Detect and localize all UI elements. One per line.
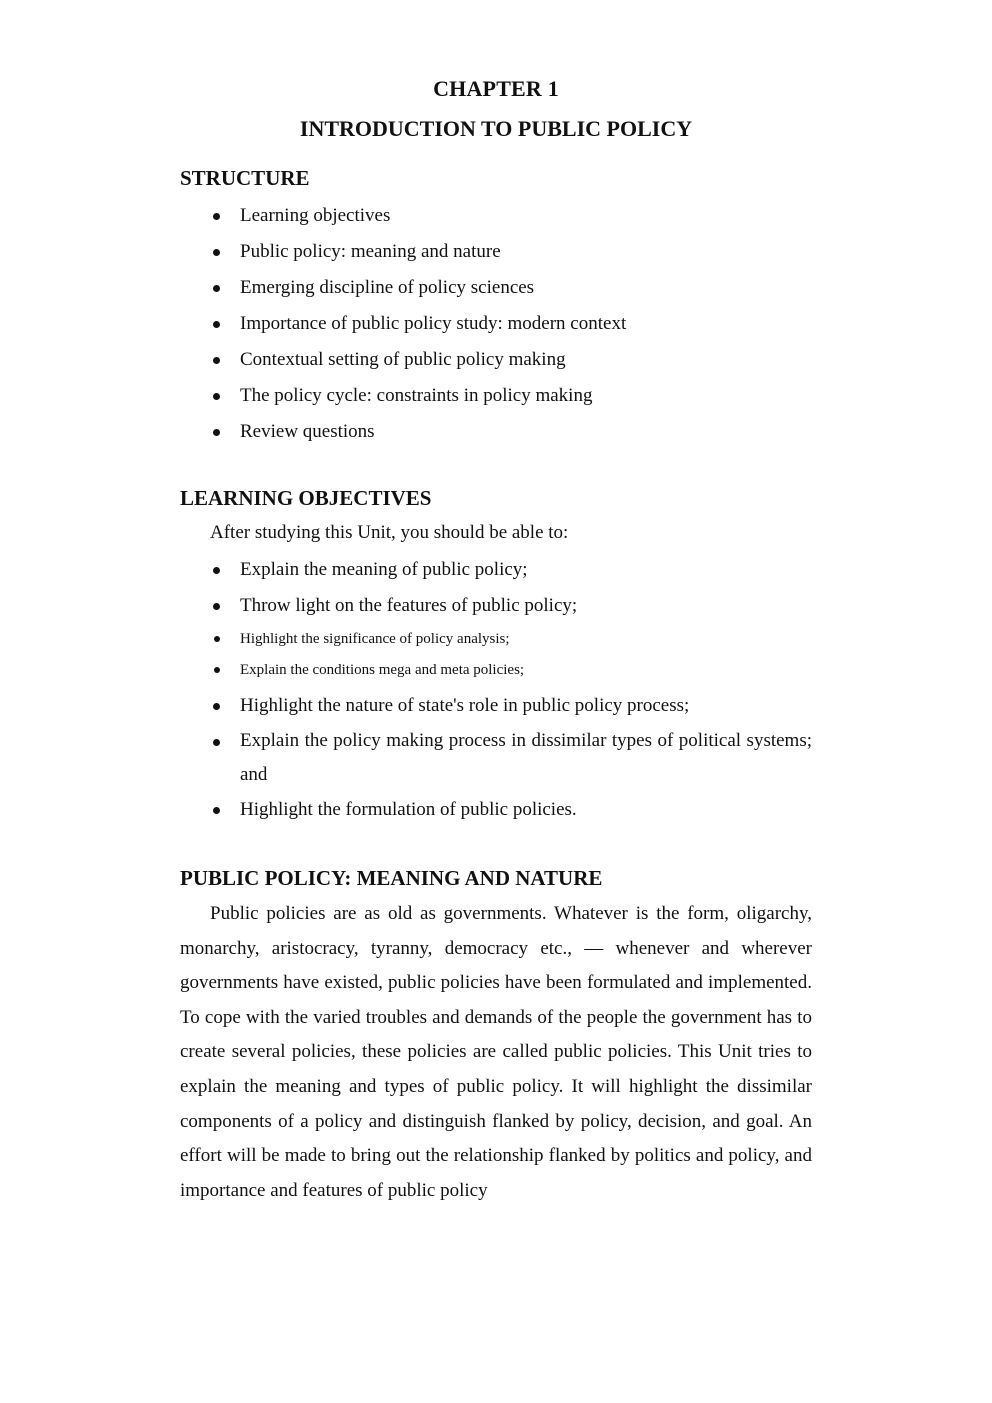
bullet-icon [213,429,220,436]
chapter-title: INTRODUCTION TO PUBLIC POLICY [299,116,693,141]
list-item: Highlight the nature of state's role in public policy process; [180,688,812,724]
bullet-icon [214,667,220,673]
bullet-icon [213,603,220,610]
list-item: Highlight the significance of policy analysis; [180,624,812,655]
bullet-icon [213,321,220,328]
bullet-icon [213,739,220,746]
chapter-label: CHAPTER 1 [433,76,559,101]
list-item: Importance of public policy study: modern context [180,306,812,342]
learning-objectives-intro: After studying this Unit, you should be able to: [210,522,569,543]
bullet-icon [214,636,220,642]
bullet-icon [213,393,220,400]
list-item: Public policy: meaning and nature [180,234,812,270]
list-item: The policy cycle: constraints in policy making [180,378,812,414]
bullet-icon [213,807,220,814]
list-item: Explain the conditions mega and meta policies; [180,655,812,686]
bullet-icon [213,285,220,292]
list-item: Explain the policy making process in dissimilar types of political systems; and [180,724,812,792]
list-item: Throw light on the features of public policy; [180,588,812,624]
structure-list [180,198,812,450]
bullet-icon [213,703,220,710]
body-paragraph: Public policies are as old as governments. Whatever is the form, oligarchy, monarchy, aristocracy, tyranny, democracy etc., — whenever and wherever governments have existed, public policies have been formulated and implemented. To cope with the varied troubles and demands of the people the government has to create several policies, these policies are called public policies. This Unit tries to explain the meaning and types of public policy. It will highlight the dissimilar components of a policy and distinguish flanked by policy, decision, and goal. An effort will be made to bring out the relationship flanked by politics and policy, and importance and features of public policy [180,903,812,1201]
list-item: Contextual setting of public policy making [180,342,812,378]
list-item: Review questions [180,414,812,450]
learning-objectives-list [180,552,812,828]
list-item: Learning objectives [180,198,812,234]
bullet-icon [213,567,220,574]
structure-heading: STRUCTURE [180,166,310,190]
bullet-icon [213,249,220,256]
bullet-icon [213,213,220,220]
bullet-icon [213,357,220,364]
list-item: Highlight the formulation of public policies. [180,792,812,828]
list-item: Emerging discipline of policy sciences [180,270,812,306]
meaning-and-nature-heading: PUBLIC POLICY: MEANING AND NATURE [180,866,603,890]
learning-objectives-heading: LEARNING OBJECTIVES [180,486,432,510]
list-item: Explain the meaning of public policy; [180,552,812,588]
